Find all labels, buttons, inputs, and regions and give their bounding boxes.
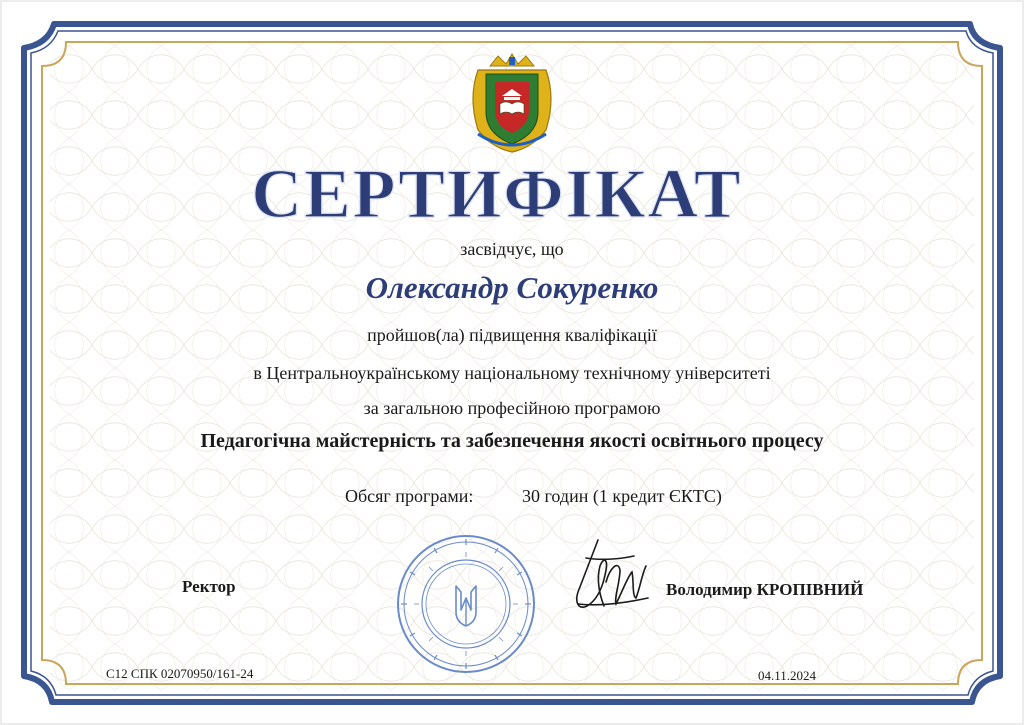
certificate-heading: СЕРТИФІКАТ (251, 156, 743, 233)
program-title: Педагогічна майстерність та забезпечення якості освітнього процесу (200, 430, 824, 452)
program-volume-label: Обсяг програми: (345, 486, 474, 506)
institution-statement: в Центральноукраїнському національному технічному університеті (253, 363, 771, 383)
issue-date: 04.11.2024 (758, 668, 817, 683)
recipient-name: Олександр Сокуренко (365, 270, 659, 305)
signatory-name: Володимир КРОПІВНИЙ (666, 580, 864, 599)
program-volume-value: 30 годин (1 кредит ЄКТС) (522, 486, 722, 506)
certificate-subtitle: засвідчує, що (460, 239, 564, 259)
certificate-number: С12 СПК 02070950/161-24 (106, 666, 254, 681)
signatory-title: Ректор (182, 577, 236, 596)
official-stamp-icon (398, 536, 534, 672)
program-intro: за загальною професійною програмою (363, 398, 661, 418)
completion-statement: пройшов(ла) підвищення кваліфікації (367, 325, 657, 345)
